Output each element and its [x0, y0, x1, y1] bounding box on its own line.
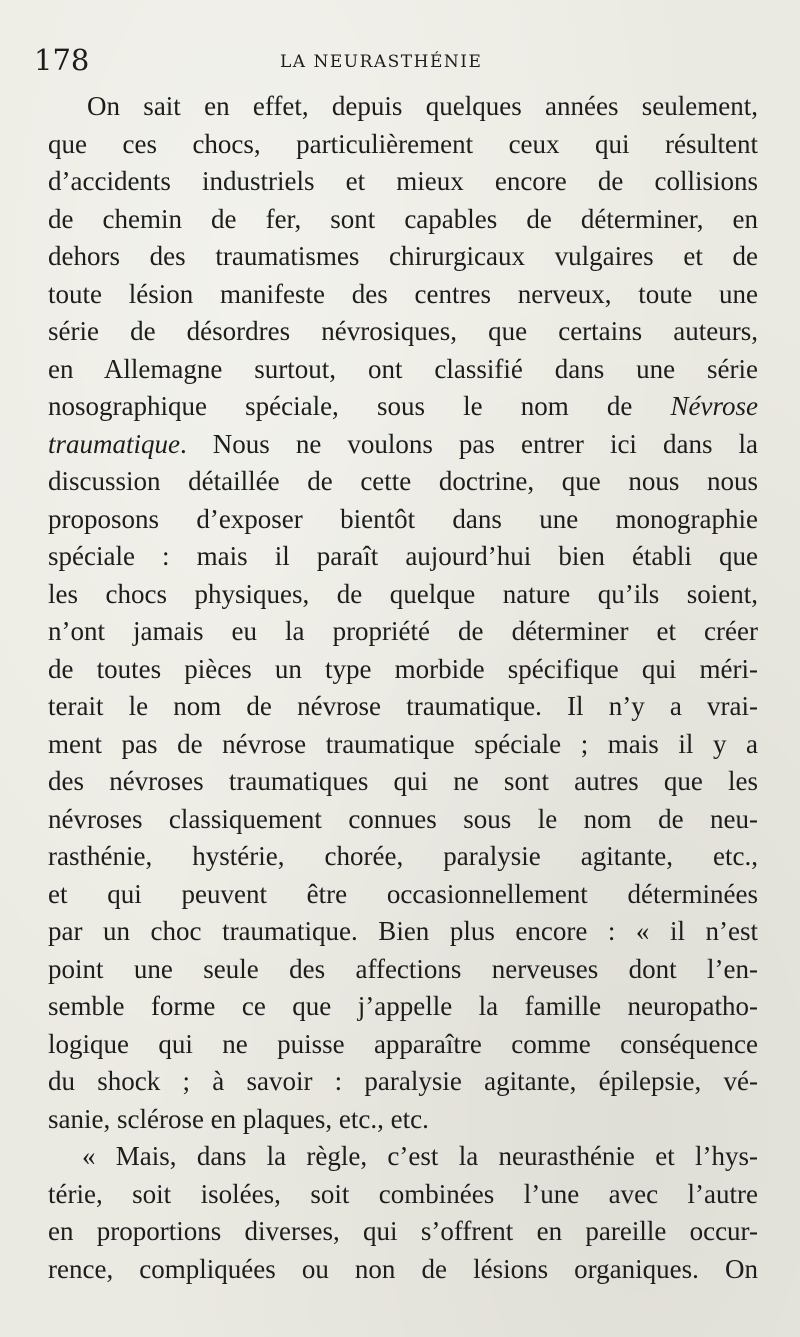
text-line: térie, soit isolées, soit combinées l’une avec l’autre	[48, 1178, 758, 1209]
italic-term: Névrose	[670, 391, 758, 421]
text-line: du shock ; à savoir : paralysie agitante, épilepsie, vé-	[48, 1066, 758, 1096]
text-line: terait le nom de névrose traumatique. Il n’y a vrai-	[48, 691, 758, 721]
text-line: semble forme ce que j’appelle la famille neuropatho-	[48, 991, 758, 1021]
text-segment: nosographique spéciale, sous le nom de	[48, 391, 633, 421]
text-line: série de désordres névrosiques, que certains auteurs,	[48, 316, 758, 346]
page-number: 178	[34, 43, 90, 77]
text-line: des névroses traumatiques qui ne sont autres que les	[48, 766, 758, 796]
text-line	[48, 426, 758, 464]
text-line: en Allemagne surtout, ont classifié dans une série	[48, 353, 758, 384]
text-line: que ces chocs, particulièrement ceux qui résultent	[48, 128, 758, 159]
text-line: On sait en effet, depuis quelques années seulement,	[87, 91, 758, 121]
text-line	[48, 388, 758, 426]
text-line: « Mais, dans la règle, c’est la neurasthénie et l’hys-	[82, 1141, 758, 1171]
text-line: proposons d’exposer bientôt dans une monographie	[48, 503, 758, 534]
italic-term: traumatique	[48, 428, 180, 459]
text-line: par un choc traumatique. Bien plus encore : « il n’est	[48, 916, 758, 946]
text-line: en proportions diverses, qui s’offrent en pareille occur-	[48, 1216, 758, 1246]
body-text	[48, 88, 758, 1288]
text-line: de chemin de fer, sont capables de déterminer, en	[48, 203, 758, 234]
text-line: discussion détaillée de cette doctrine, que nous nous	[48, 466, 758, 496]
text-line: dehors des traumatismes chirurgicaux vulgaires et de	[48, 241, 758, 271]
text-line: rasthénie, hystérie, chorée, paralysie agitante, etc.,	[48, 841, 758, 871]
text-segment: . Nous ne voulons pas entrer ici dans la	[180, 428, 758, 459]
text-line: logique qui ne puisse apparaître comme conséquence	[48, 1028, 758, 1059]
text-line: rence, compliquées ou non de lésions organiques. On	[48, 1253, 758, 1284]
text-line: n’ont jamais eu la propriété de déterminer et créer	[48, 616, 758, 646]
page-header	[34, 40, 774, 80]
text-line: névroses classiquement connues sous le nom de neu-	[48, 803, 758, 834]
text-line: les chocs physiques, de quelque nature qu’ils soient,	[48, 578, 758, 609]
text-line: d’accidents industriels et mieux encore de collisions	[48, 166, 758, 196]
text-line: de toutes pièces un type morbide spécifique qui méri-	[48, 653, 758, 684]
text-line: spéciale : mais il paraît aujourd’hui bien établi que	[48, 541, 758, 571]
text-line: ment pas de névrose traumatique spéciale ; mais il y a	[48, 728, 758, 759]
text-line: et qui peuvent être occasionnellement déterminées	[48, 878, 758, 909]
running-title: LA NEURASTHÉNIE	[280, 52, 483, 72]
text-line: toute lésion manifeste des centres nerveux, toute une	[48, 278, 758, 309]
text-line: point une seule des affections nerveuses dont l’en-	[48, 953, 758, 984]
text-line: sanie, sclérose en plaques, etc., etc.	[48, 1103, 429, 1134]
